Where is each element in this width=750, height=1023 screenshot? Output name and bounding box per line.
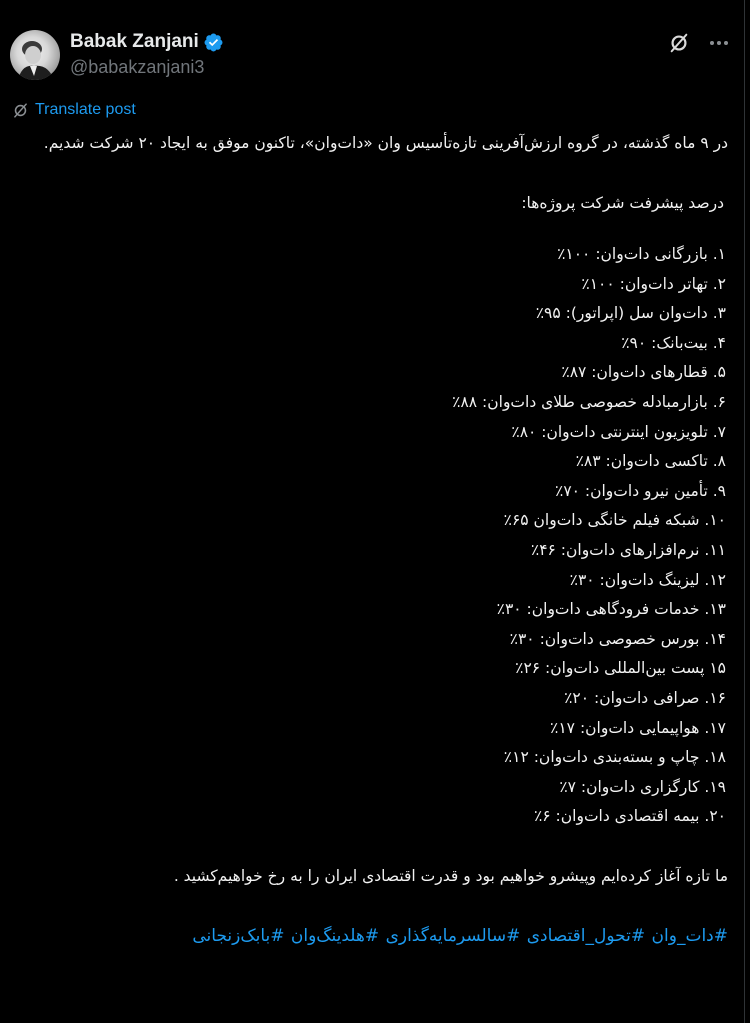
hashtag-link[interactable]: #تحول_اقتصادی [526,925,646,946]
list-item: ۱۵ پست بین‌المللی دات‌وان: ۲۶٪ [515,659,726,678]
list-item: ۱۶. صرافی دات‌وان: ۲۰٪ [564,688,726,707]
verified-badge-icon [203,32,224,53]
post-header [10,28,730,84]
list-item: ۷. تلویزیون اینترنتی دات‌وان: ۸۰٪ [511,422,726,441]
list-item: ۹. تأمین نیرو دات‌وان: ۷۰٪ [554,481,726,500]
header-actions [668,32,730,54]
post-intro: در ۹ ماه گذشته، در گروه ارزش‌آفرینی تازه‌تأسیس وان «دات‌وان»، تاکنون موفق به ایجاد ۲۰ شرکت شدیم. [43,134,728,152]
list-item: ۱۷. هواپیمایی دات‌وان: ۱۷٪ [550,718,726,737]
list-item: ۲. تهاتر دات‌وان: ۱۰۰٪ [581,274,726,293]
avatar-photo-icon [10,30,60,80]
hashtag-link[interactable]: #هلدینگ‌وان [290,925,380,946]
list-item: ۶. بازارمبادله خصوصی طلای دات‌وان: ۸۸٪ [452,392,726,411]
list-item: ۱۹. کارگزاری دات‌وان: ۷٪ [559,777,726,796]
hashtag-list [30,921,728,951]
translate-post-label: Translate post [35,101,136,118]
hashtag-link[interactable]: #بابک‌زنجانی [192,925,285,946]
column-divider [744,0,745,1023]
list-item: ۳. دات‌وان سل (اپراتور): ۹۵٪ [535,304,726,323]
post-closing: ما تازه آغاز کرده‌ایم وپیشرو خواهیم بود و قدرت اقتصادی ایران را به رخ خواهیم‌کشید . [173,866,728,885]
more-horizontal-icon[interactable] [708,37,730,49]
post-subtitle: درصد پیشرفت شرکت پروژه‌ها: [521,194,724,212]
hashtag-link[interactable]: #سالسرمایه‌گذاری [385,925,521,946]
list-item: ۵. قطارهای دات‌وان: ۸۷٪ [561,363,726,382]
list-item: ۸. تاکسی دات‌وان: ۸۳٪ [575,452,726,471]
hashtag-link[interactable]: #دات_وان [651,925,728,946]
author-handle[interactable]: @babakzanjani3 [70,57,205,77]
post-text [30,128,728,951]
list-item: ۱. بازرگانی دات‌وان: ۱۰۰٪ [557,245,726,263]
avatar[interactable] [10,30,60,80]
list-item: ۱۰. شبکه فیلم خانگی دات‌وان ۶۵٪ [503,511,726,530]
list-item: ۱۸. چاپ و بسته‌بندی دات‌وان: ۱۲٪ [503,748,726,767]
translate-post-link[interactable] [12,101,136,119]
list-item: ۱۲. لیزینگ دات‌وان: ۳۰٪ [569,570,726,589]
progress-list [30,240,728,832]
grok-icon[interactable] [668,32,690,54]
list-item: ۱۱. نرم‌افزارهای دات‌وان: ۴۶٪ [530,540,726,559]
list-item: ۴. بیت‌بانک: ۹۰٪ [621,333,726,352]
list-item: ۱۴. بورس خصوصی دات‌وان: ۳۰٪ [509,629,726,648]
list-item: ۲۰. بیمه اقتصادی دات‌وان: ۶٪ [533,807,726,826]
list-item: ۱۳. خدمات فرودگاهی دات‌وان: ۳۰٪ [496,600,726,619]
author-info [70,30,224,78]
author-display-name[interactable]: Babak Zanjani [70,31,199,52]
translate-icon [12,102,29,119]
